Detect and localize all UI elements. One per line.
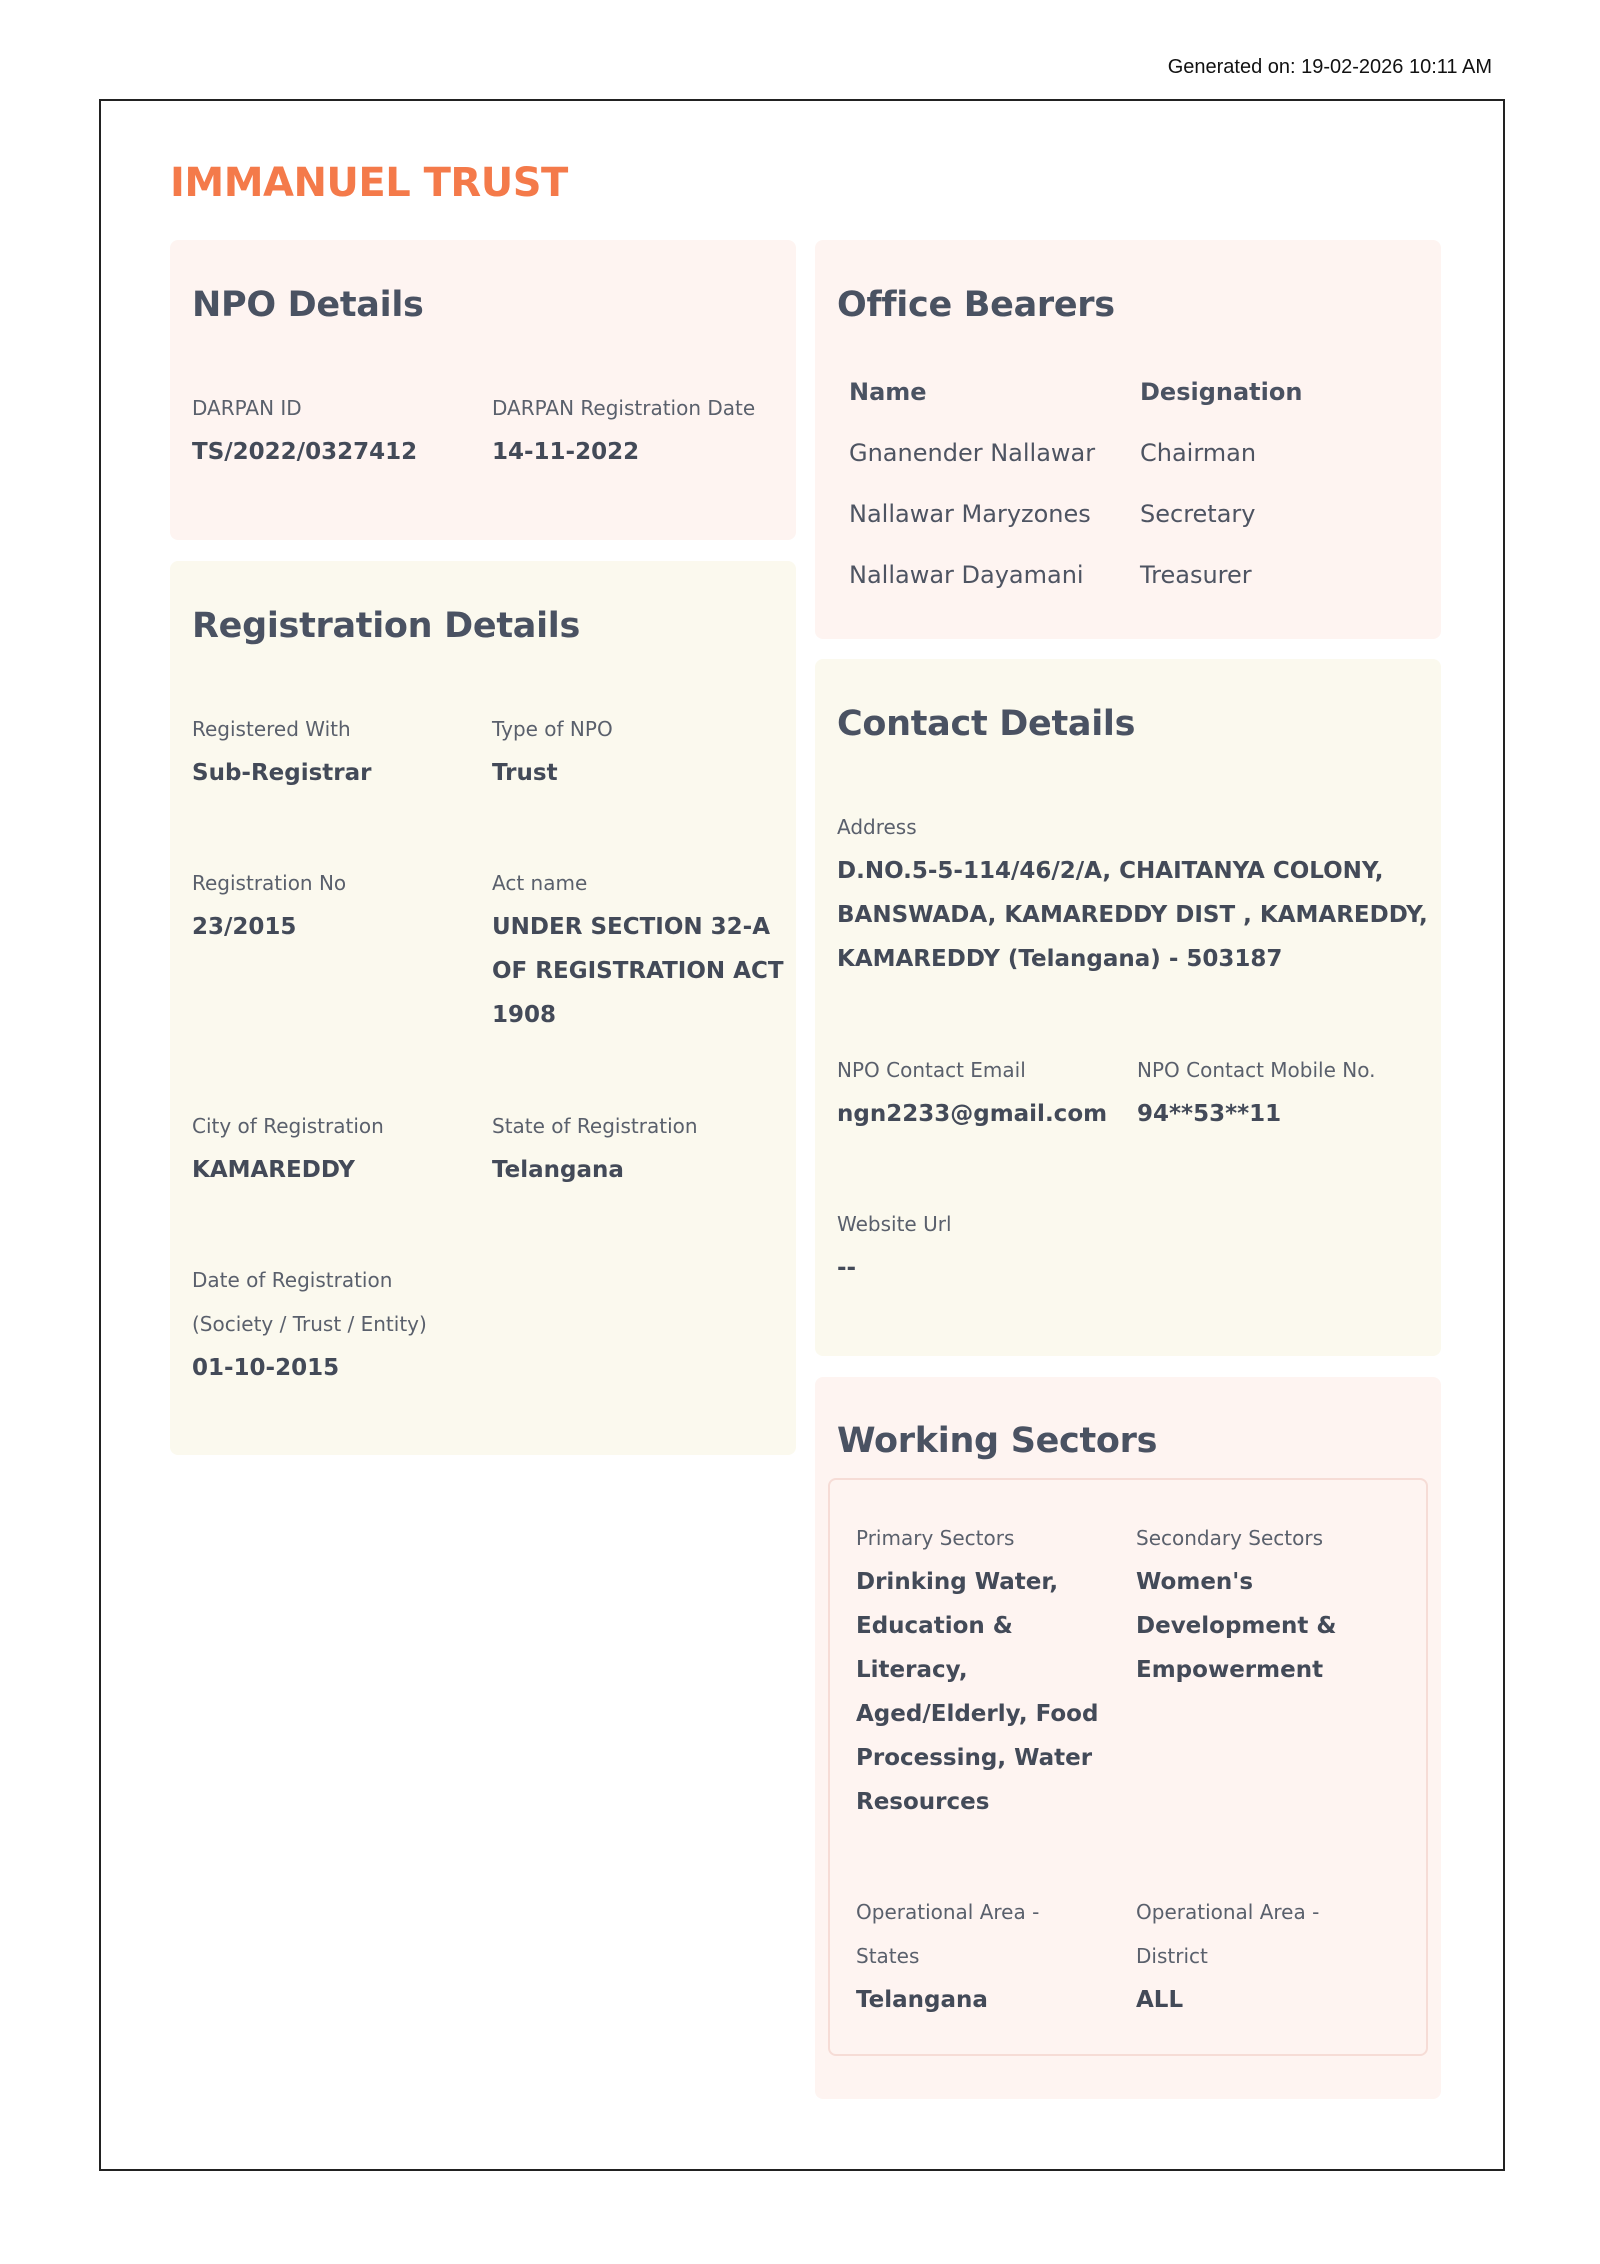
act-name-line-2: OF REGISTRATION ACT <box>492 958 784 984</box>
npo-type-value: Trust <box>492 760 558 786</box>
operational-district-label-line-1: Operational Area - <box>1136 1900 1320 1924</box>
primary-sector-line: Resources <box>856 1789 990 1815</box>
act-name-label: Act name <box>492 871 588 895</box>
city-label: City of Registration <box>192 1114 384 1138</box>
act-name-line-1: UNDER SECTION 32-A <box>492 914 771 940</box>
darpan-reg-date-value: 14-11-2022 <box>492 439 640 465</box>
registration-details-card <box>170 561 796 1455</box>
primary-sector-line: Drinking Water, <box>856 1569 1059 1595</box>
website-label: Website Url <box>837 1212 952 1236</box>
state-value: Telangana <box>492 1157 624 1183</box>
operational-states-label-line-1: Operational Area - <box>856 1900 1040 1924</box>
sectors-inner-box <box>828 1478 1428 2056</box>
website-value: -- <box>837 1255 857 1281</box>
operational-states-value: Telangana <box>856 1987 988 2013</box>
darpan-id-value: TS/2022/0327412 <box>192 439 418 465</box>
registration-details-title: Registration Details <box>192 606 581 646</box>
contact-email-value: ngn2233@gmail.com <box>837 1101 1108 1127</box>
bearer-name: Nallawar Maryzones <box>849 500 1091 528</box>
darpan-id-label: DARPAN ID <box>192 396 302 420</box>
contact-details-card <box>815 659 1441 1356</box>
office-bearers-card <box>815 240 1441 639</box>
registration-no-value: 23/2015 <box>192 914 297 940</box>
secondary-sector-line: Women's <box>1136 1569 1254 1595</box>
act-name-line-3: 1908 <box>492 1002 557 1028</box>
registration-no-label: Registration No <box>192 871 347 895</box>
contact-details-title: Contact Details <box>837 704 1136 744</box>
contact-email-label: NPO Contact Email <box>837 1058 1026 1082</box>
secondary-sector-line: Empowerment <box>1136 1657 1324 1683</box>
address-line-1: D.NO.5-5-114/46/2/A, CHAITANYA COLONY, <box>837 858 1384 884</box>
registration-date-value: 01-10-2015 <box>192 1355 340 1381</box>
primary-sector-line: Aged/Elderly, Food <box>856 1701 1099 1727</box>
registered-with-value: Sub-Registrar <box>192 760 372 786</box>
bearer-name: Gnanender Nallawar <box>849 439 1096 467</box>
secondary-sectors-label: Secondary Sectors <box>1136 1526 1323 1550</box>
address-label: Address <box>837 815 917 839</box>
address-line-3: KAMAREDDY (Telangana) - 503187 <box>837 946 1283 972</box>
address-line-2: BANSWADA, KAMAREDDY DIST , KAMAREDDY, <box>837 902 1428 928</box>
operational-district-label-line-2: District <box>1136 1944 1208 1968</box>
bearer-designation: Treasurer <box>1140 561 1252 589</box>
bearer-designation: Secretary <box>1140 500 1256 528</box>
npo-details-title: NPO Details <box>192 285 424 325</box>
operational-states-label-line-2: States <box>856 1944 920 1968</box>
primary-sectors-label: Primary Sectors <box>856 1526 1015 1550</box>
bearer-designation: Chairman <box>1140 439 1257 467</box>
npo-details-card <box>170 240 796 540</box>
darpan-reg-date-label: DARPAN Registration Date <box>492 396 756 420</box>
bearer-name: Nallawar Dayamani <box>849 561 1084 589</box>
city-value: KAMAREDDY <box>192 1157 355 1183</box>
state-label: State of Registration <box>492 1114 698 1138</box>
primary-sector-line: Literacy, <box>856 1657 968 1683</box>
contact-mobile-value: 94**53**11 <box>1137 1101 1282 1127</box>
designation-column-header: Designation <box>1140 378 1303 406</box>
office-bearers-title: Office Bearers <box>837 285 1115 325</box>
working-sectors-title: Working Sectors <box>837 1421 1158 1461</box>
name-column-header: Name <box>849 378 927 406</box>
organization-name: IMMANUEL TRUST <box>170 160 568 206</box>
registration-date-label-line-1: Date of Registration <box>192 1268 393 1292</box>
generated-timestamp: Generated on: 19-02-2026 10:11 AM <box>1167 56 1492 78</box>
primary-sector-line: Processing, Water <box>856 1745 1093 1771</box>
registered-with-label: Registered With <box>192 717 351 741</box>
operational-district-value: ALL <box>1136 1987 1184 2013</box>
working-sectors-card <box>815 1377 1441 2099</box>
contact-mobile-label: NPO Contact Mobile No. <box>1137 1058 1376 1082</box>
npo-type-label: Type of NPO <box>492 717 613 741</box>
primary-sector-line: Education & <box>856 1613 1013 1639</box>
registration-date-label-line-2: (Society / Trust / Entity) <box>192 1312 427 1336</box>
secondary-sector-line: Development & <box>1136 1613 1337 1639</box>
